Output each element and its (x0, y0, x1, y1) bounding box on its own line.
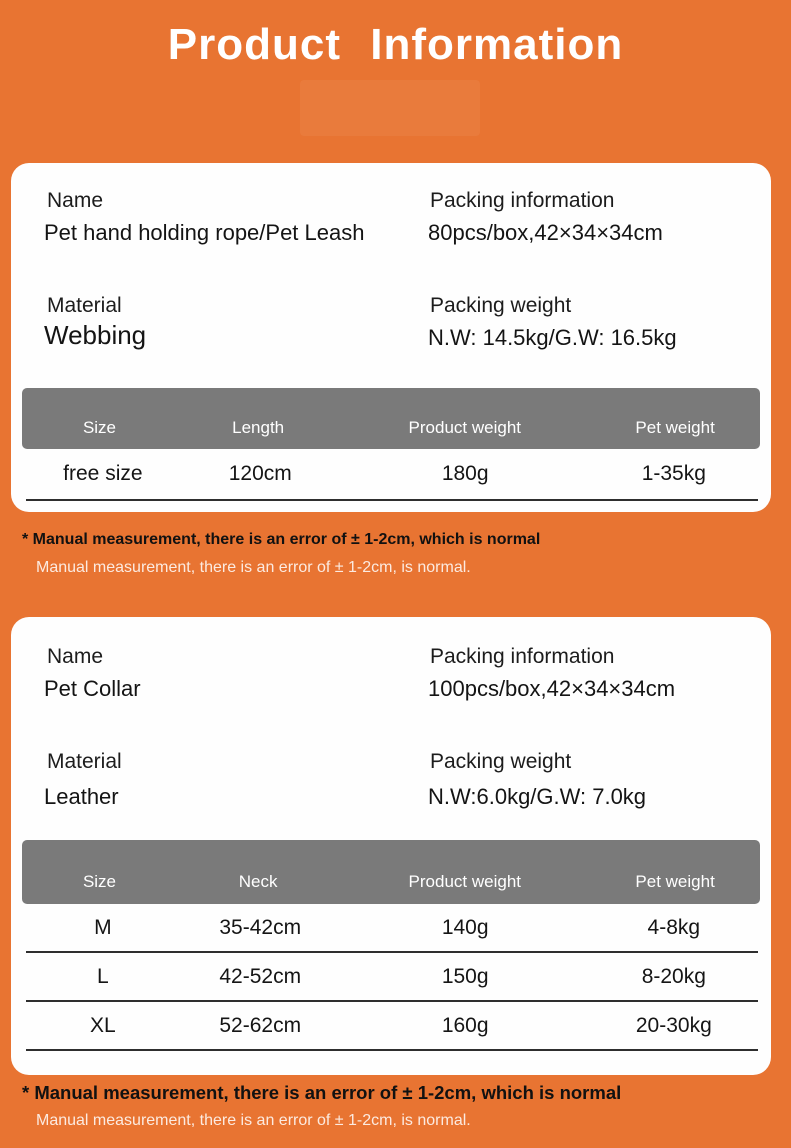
packing-weight-value: N.W:6.0kg/G.W: 7.0kg (428, 784, 647, 809)
measurement-note-secondary: Manual measurement, there is an error of ± 1-2cm, is normal. (36, 559, 471, 576)
cell-pet-weight: 1-35kg (641, 462, 706, 485)
column-header-size: Size (82, 872, 117, 891)
size-table-body (26, 449, 758, 501)
cell-product-weight: 140g (441, 915, 489, 939)
cell-pet-weight: 8-20kg (641, 964, 706, 988)
measurement-note-primary: * Manual measurement, there is an error of ± 1-2cm, which is normal (22, 1082, 622, 1103)
cell-size: M (94, 915, 112, 939)
packing-info-label: Packing information (430, 645, 615, 668)
column-header-pet-weight: Pet weight (635, 872, 715, 891)
column-header-neck: Neck (238, 872, 278, 891)
page-title: Product Information (167, 20, 624, 69)
cell-pet-weight: 20-30kg (635, 1013, 712, 1037)
cell-product-weight: 160g (441, 1013, 489, 1037)
cell-size: L (97, 964, 109, 988)
packing-info-value: 80pcs/box,42×34×34cm (428, 220, 663, 245)
product-card-pet-leash (11, 163, 771, 512)
cell-neck: 52-62cm (219, 1013, 302, 1037)
cell-product-weight: 150g (441, 964, 489, 988)
cell-product-weight: 180g (441, 462, 489, 485)
column-header-product-weight: Product weight (408, 418, 521, 437)
material-label: Material (47, 294, 122, 317)
title-watermark-ghost (300, 80, 480, 136)
material-label: Material (47, 750, 122, 773)
name-value: Pet hand holding rope/Pet Leash (44, 220, 365, 245)
product-card-pet-collar (11, 617, 771, 1075)
packing-weight-value: N.W: 14.5kg/G.W: 16.5kg (428, 325, 677, 350)
measurement-note-secondary: Manual measurement, there is an error of ± 1-2cm, is normal. (36, 1112, 471, 1129)
cell-neck: 35-42cm (219, 915, 302, 939)
packing-info-value: 100pcs/box,42×34×34cm (428, 676, 676, 701)
size-table-header (22, 840, 760, 904)
packing-weight-label: Packing weight (430, 294, 572, 317)
size-table-header (22, 388, 760, 449)
material-value: Leather (44, 784, 119, 809)
table-row (26, 953, 758, 1002)
measurement-note-primary: * Manual measurement, there is an error of ± 1-2cm, which is normal (22, 531, 541, 548)
name-label: Name (47, 189, 104, 212)
column-header-size: Size (82, 418, 117, 437)
cell-length: 120cm (228, 462, 292, 485)
column-header-pet-weight: Pet weight (635, 418, 715, 437)
packing-info-label: Packing information (430, 189, 615, 212)
material-value: Webbing (44, 320, 147, 350)
name-label: Name (47, 645, 104, 668)
cell-neck: 42-52cm (219, 964, 302, 988)
column-header-length: Length (232, 418, 285, 437)
cell-size: XL (90, 1013, 116, 1037)
cell-size: free size (63, 462, 143, 485)
cell-pet-weight: 4-8kg (647, 915, 701, 939)
packing-weight-label: Packing weight (430, 750, 572, 773)
table-row (26, 1002, 758, 1051)
table-row (26, 449, 758, 501)
size-table-body (26, 904, 758, 1051)
table-row (26, 904, 758, 953)
name-value: Pet Collar (44, 676, 141, 701)
column-header-product-weight: Product weight (408, 872, 521, 891)
